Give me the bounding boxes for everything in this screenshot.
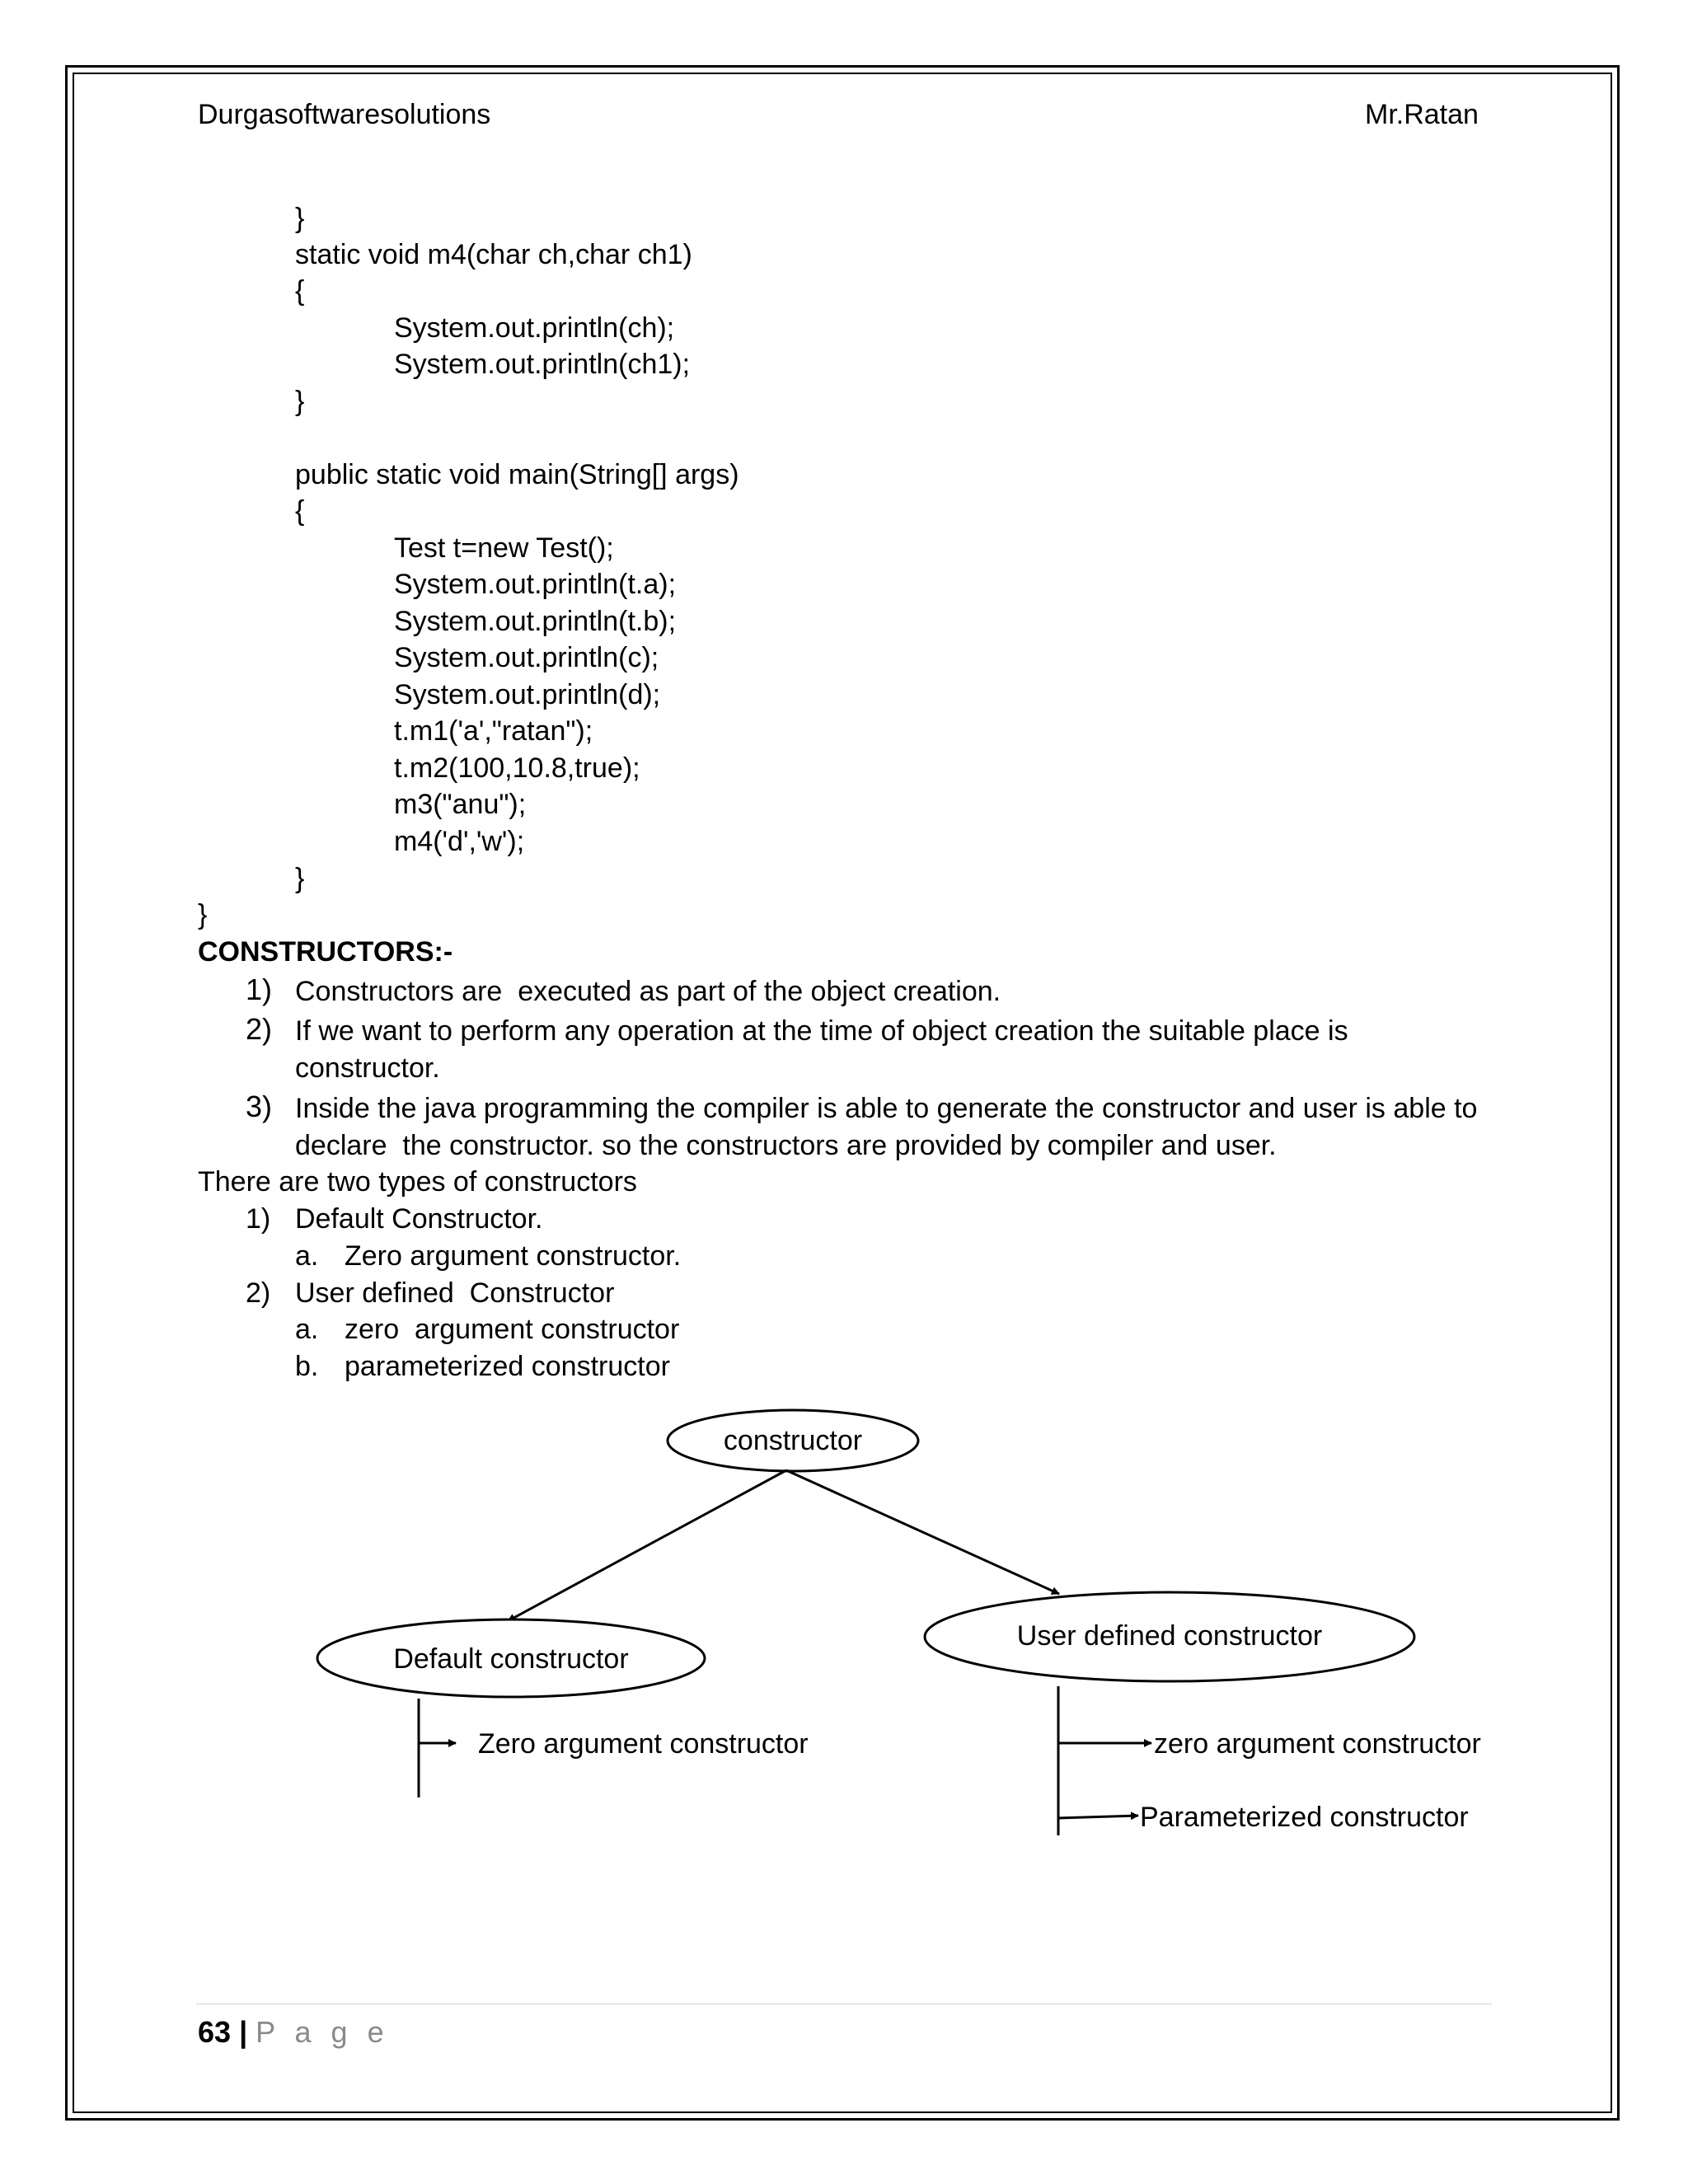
default-child-label: Zero argument constructor: [478, 1728, 809, 1760]
code-line: }: [295, 863, 305, 894]
code-line: System.out.println(ch);: [394, 312, 675, 344]
subtype-marker: b.: [295, 1351, 319, 1382]
header-right: Mr.Ratan: [1365, 99, 1479, 130]
default-node-label: Default constructor: [393, 1643, 629, 1675]
point-number: 1): [246, 972, 273, 1006]
footer: [198, 2015, 390, 2050]
subtype-label: zero argument constructor: [345, 1314, 680, 1345]
code-line: Test t=new Test();: [394, 532, 614, 564]
type-label: User defined Constructor: [295, 1277, 615, 1309]
edge-to-default: [508, 1470, 786, 1621]
point-text: Inside the java programming the compiler is able to generate the constructor and user is able to: [295, 1093, 1478, 1124]
types-intro: There are two types of constructors: [198, 1166, 637, 1197]
code-line: {: [295, 495, 305, 527]
footer-separator: |: [239, 2015, 248, 2049]
user-branch-param: [1058, 1816, 1138, 1818]
code-line: System.out.println(t.b);: [394, 606, 677, 637]
point-text: Constructors are executed as part of the object creation.: [295, 976, 1001, 1007]
user-node-label: User defined constructor: [1016, 1620, 1323, 1652]
user-child-param-label: Parameterized constructor: [1140, 1802, 1469, 1833]
page-label: P a g e: [256, 2015, 390, 2049]
type-number: 1): [246, 1203, 271, 1235]
code-line: static void m4(char ch,char ch1): [295, 239, 692, 270]
type-label: Default Constructor.: [295, 1203, 543, 1235]
code-line: m4('d','w');: [394, 826, 525, 857]
header-left: Durgasoftwaresolutions: [198, 99, 491, 130]
user-child-zero-label: zero argument constructor: [1154, 1728, 1481, 1760]
page-number: 63: [198, 2015, 232, 2049]
code-line: System.out.println(d);: [394, 679, 661, 710]
code-line: System.out.println(c);: [394, 642, 659, 673]
type-number: 2): [246, 1277, 271, 1309]
code-line: {: [295, 275, 305, 307]
subtype-marker: a.: [295, 1314, 319, 1345]
section-heading: CONSTRUCTORS:-: [198, 936, 453, 968]
code-line: }: [295, 203, 305, 234]
code-line: m3("anu");: [394, 789, 527, 820]
point-text: declare the constructor. so the constructors are provided by compiler and user.: [295, 1130, 1277, 1161]
code-line: System.out.println(ch1);: [394, 349, 691, 380]
point-text: If we want to perform any operation at the time of object creation the suitable place is: [295, 1015, 1348, 1047]
code-line: System.out.println(t.a);: [394, 569, 677, 600]
point-number: 3): [246, 1090, 273, 1123]
point-number: 2): [246, 1012, 273, 1046]
subtype-marker: a.: [295, 1240, 319, 1272]
code-line: public static void main(String[] args): [295, 459, 739, 490]
root-node-label: constructor: [723, 1425, 863, 1456]
edge-to-user: [786, 1470, 1059, 1594]
point-text: constructor.: [295, 1052, 440, 1084]
code-line: }: [295, 386, 305, 417]
code-line: }: [198, 899, 208, 930]
code-line: t.m1('a',"ratan");: [394, 715, 593, 747]
subtype-label: Zero argument constructor.: [345, 1240, 682, 1272]
subtype-label: parameterized constructor: [345, 1351, 670, 1382]
code-line: t.m2(100,10.8,true);: [394, 752, 640, 784]
